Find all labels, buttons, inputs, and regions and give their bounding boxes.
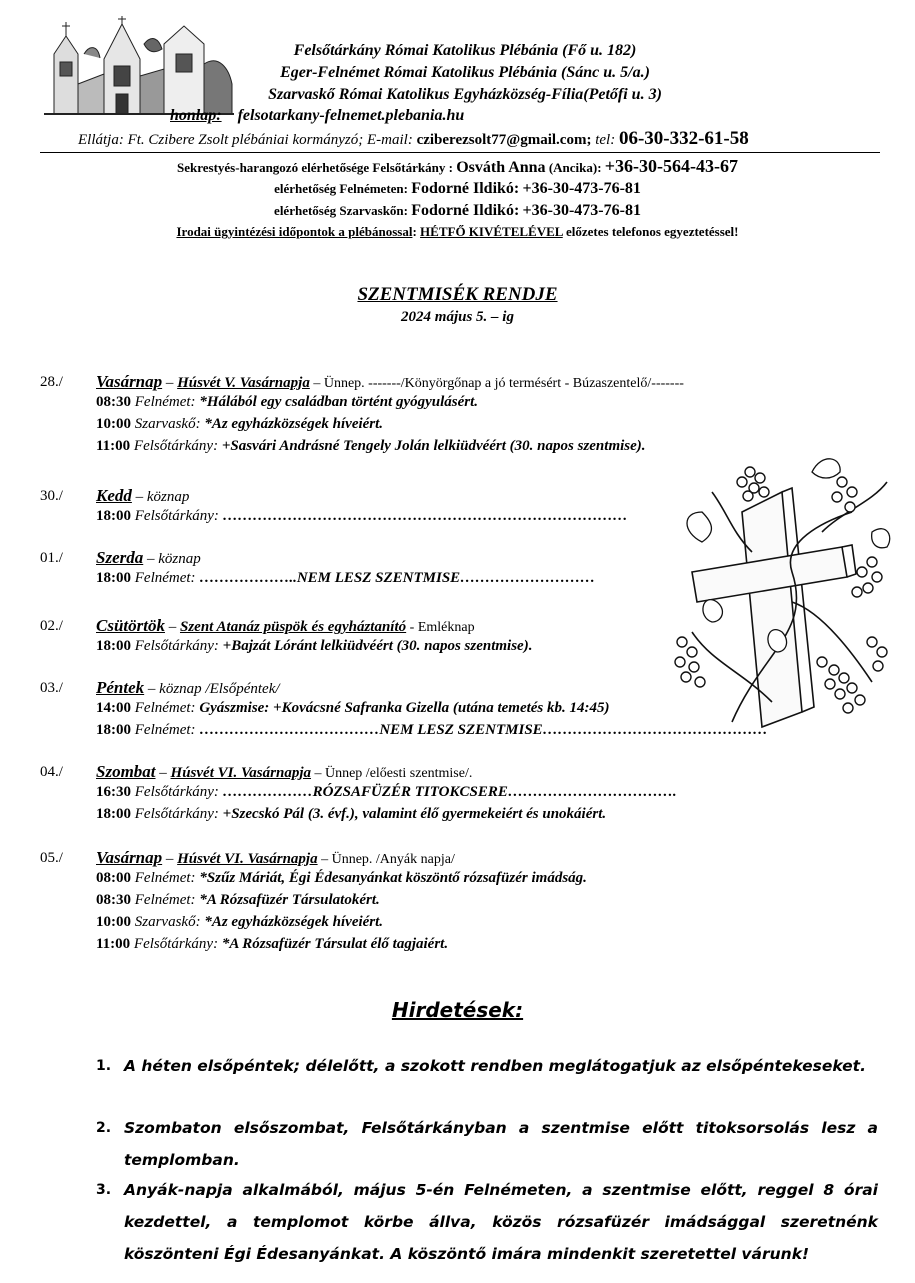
day-heading: [96, 848, 455, 868]
day-name: Kedd: [96, 486, 132, 505]
mass-place: Felnémet:: [131, 570, 196, 586]
announcement-number: 3.: [96, 1182, 112, 1198]
feast-rank: - Emléknap: [406, 620, 475, 635]
mass-intention: *A Rózsafüzér Társulat élő tagjaiért.: [218, 936, 449, 952]
mass-time: 08:30: [96, 892, 131, 908]
day-name: Csütörtök: [96, 616, 165, 635]
tel-label: tel:: [595, 132, 616, 148]
announcement-number: 1.: [96, 1058, 112, 1074]
mass-intention: *Szűz Máriát, Égi Édesanyánkat köszöntő rózsafüzér imádság.: [195, 870, 587, 886]
mass-entry: [96, 892, 380, 909]
mass-entry: [96, 936, 448, 953]
office-hours: [0, 224, 915, 240]
announcement-item: [96, 1050, 878, 1082]
mass-time: 08:30: [96, 394, 131, 410]
parish-line-1: Felsőtárkány Római Katolikus Plébánia (Fő u. 182): [293, 42, 637, 59]
feast-rank: – Ünnep. /Anyák napja/: [317, 852, 455, 867]
announcement-item: [96, 1174, 878, 1270]
mass-place: Felsőtárkány:: [130, 936, 219, 952]
honlap-label: honlap:: [170, 107, 222, 124]
mass-intention: *A Rózsafüzér Társulatokért.: [195, 892, 380, 908]
mass-entry: [96, 416, 383, 433]
day-name: Vasárnap: [96, 848, 163, 867]
day-heading: [96, 486, 189, 506]
mass-intention: *Az egyházközségek híveiért.: [200, 914, 384, 930]
contact-name: Fodorné Ildikó:: [411, 202, 520, 219]
parish-line-3: Szarvaskő Római Katolikus Egyházközség-Fília(Petőfi u. 3): [268, 86, 662, 103]
mass-entry: [96, 914, 383, 931]
mass-entry: [96, 508, 628, 525]
mass-entry: [96, 784, 677, 801]
mass-time: 14:00: [96, 700, 131, 716]
day-name: Péntek: [96, 678, 145, 697]
day-heading: [96, 762, 472, 782]
mass-place: Felsőtárkány:: [131, 784, 219, 800]
announcement-text: Anyák-napja alkalmából, május 5-én Felnémeten, a szentmise előtt, reggel 8 órai kezdettel, a templomot körbe állva, közös rózsafüzér imádsággal szeretnénk köszönteni Égi Édesanyánkat. A köszöntő imára mindenkit szeretettel várunk!: [124, 1181, 878, 1263]
office-label: Irodai ügyintézési időpontok a plébánossal: [176, 224, 413, 239]
day-number: 02./: [40, 618, 63, 634]
mass-place: Felsőtárkány:: [131, 638, 219, 654]
mass-place: Szarvaskő:: [131, 416, 201, 432]
mass-entry: [96, 570, 595, 587]
announcement-item: [96, 1112, 878, 1176]
contact-label: Sekrestyés-harangozó elérhetősége Felsőtárkány :: [176, 160, 453, 175]
mass-intention: +Szecskó Pál (3. évf.), valamint élő gyermekeiért és unokáiért.: [218, 806, 607, 822]
day-separator: –: [164, 619, 180, 635]
announcement-text: Szombaton elsőszombat, Felsőtárkányban a szentmise előtt titoksorsolás lesz a templomban.: [124, 1119, 878, 1169]
mass-place: Felsőtárkány:: [131, 806, 219, 822]
mass-place: Felsőtárkány:: [130, 438, 219, 454]
contact-phone: +36-30-564-43-67: [604, 156, 739, 176]
mass-time: 18:00: [96, 638, 131, 654]
office-sep: :: [412, 224, 421, 239]
mass-time: 18:00: [96, 722, 131, 738]
feast-name: Húsvét VI. Vasárnapja: [177, 851, 318, 867]
mass-entry: [96, 394, 478, 411]
mass-place: Felnémet:: [131, 870, 196, 886]
mass-intention: ………………………………NEM LESZ SZENTMISE………………………………………: [195, 722, 768, 738]
day-number: 03./: [40, 680, 63, 696]
day-heading: [96, 616, 475, 636]
day-separator: –: [162, 375, 178, 391]
mass-time: 18:00: [96, 570, 131, 586]
contact-nick: (Ancika):: [548, 160, 602, 175]
day-number: 05./: [40, 850, 63, 866]
mass-intention: +Sasvári Andrásné Tengely Jolán lelkiüdvéért (30. napos szentmise).: [218, 438, 646, 454]
day-name: Szombat: [96, 762, 156, 781]
honlap-line: [170, 107, 670, 125]
office-exception: HÉTFŐ KIVÉTELÉVEL: [420, 224, 563, 239]
contact-label: elérhetőség Felnémeten:: [274, 181, 408, 196]
mass-entry: [96, 638, 532, 655]
mass-entry: [96, 870, 587, 887]
contact-name: Osváth Anna: [456, 159, 546, 176]
contact-name: Fodorné Ildikó:: [411, 180, 520, 197]
mass-entry: [96, 806, 606, 823]
contact-label: elérhetőség Szarvaskőn:: [274, 203, 408, 218]
day-heading: [96, 372, 684, 392]
tel-number: 06-30-332-61-58: [618, 128, 749, 149]
mass-place: Szarvaskő:: [131, 914, 201, 930]
mass-entry: [96, 722, 768, 739]
day-number: 28./: [40, 374, 63, 390]
contact-phone: +36-30-473-76-81: [522, 180, 641, 197]
mass-time: 18:00: [96, 806, 131, 822]
mass-intention: +Bajzát Lóránt lelkiüdvéért (30. napos szentmise).: [218, 638, 533, 654]
day-name: Vasárnap: [96, 372, 163, 391]
parish-line-2: Eger-Felnémet Római Katolikus Plébánia (Sánc u. 5/a.): [280, 64, 650, 81]
mass-time: 18:00: [96, 508, 131, 524]
day-number: 01./: [40, 550, 63, 566]
day-name: Szerda: [96, 548, 144, 567]
day-separator: – köznap /Elsőpéntek/: [144, 681, 280, 697]
mass-intention: *Az egyházközségek híveiért.: [200, 416, 384, 432]
announcement-number: 2.: [96, 1120, 112, 1136]
mass-time: 11:00: [96, 936, 131, 952]
contact-sacristan: [0, 156, 915, 177]
mass-intention: ………………………………………………………………………: [218, 508, 628, 524]
office-note: előzetes telefonos egyeztetéssel!: [562, 224, 739, 239]
mass-place: Felnémet:: [131, 700, 196, 716]
day-separator: – köznap: [131, 489, 190, 505]
administrator-line: [78, 128, 749, 150]
vine-cross-illustration: [672, 452, 894, 732]
website-link[interactable]: felsotarkany-felnemet.plebania.hu: [237, 107, 465, 124]
day-number: 04./: [40, 764, 63, 780]
feast-rank: – Ünnep /előesti szentmise/.: [310, 766, 473, 781]
feast-name: Szent Atanáz püspök és egyháztanító: [179, 619, 407, 635]
day-separator: –: [162, 851, 178, 867]
page-title: SZENTMISÉK RENDJE: [357, 284, 558, 305]
mass-time: 10:00: [96, 914, 131, 930]
contact-szarvasko: [0, 202, 915, 220]
mass-time: 11:00: [96, 438, 131, 454]
feast-name: Húsvét V. Vasárnapja: [177, 375, 310, 391]
announcements-title: Hirdetések:: [391, 998, 524, 1022]
mass-place: Felsőtárkány:: [131, 508, 219, 524]
mass-intention: ………………RÓZSAFÜZÉR TITOKCSERE…………………………….: [218, 784, 677, 800]
mass-time: 16:30: [96, 784, 131, 800]
mass-intention: Gyászmise: +Kovácsné Safranka Gizella (utána temetés kb. 14:45): [195, 700, 610, 716]
mass-entry: [96, 438, 646, 455]
email-link[interactable]: cziberezsolt77@gmail.com;: [416, 132, 592, 148]
day-number: 30./: [40, 488, 63, 504]
page-subtitle: 2024 május 5. – ig: [401, 309, 514, 325]
mass-time: 10:00: [96, 416, 131, 432]
day-heading: [96, 678, 280, 698]
day-separator: –: [155, 765, 171, 781]
contact-phone: +36-30-473-76-81: [522, 202, 641, 219]
mass-entry: [96, 700, 610, 717]
mass-place: Felnémet:: [131, 722, 196, 738]
feast-name: Húsvét VI. Vasárnapja: [170, 765, 311, 781]
header-divider: [40, 152, 880, 153]
mass-place: Felnémet:: [131, 892, 196, 908]
day-separator: – köznap: [143, 551, 201, 567]
mass-intention: *Hálából egy családban történt gyógyulásért.: [195, 394, 479, 410]
feast-rank: – Ünnep. -------/Könyörgőnap a jó termésért - Búzaszentelő/-------: [309, 376, 684, 391]
administrator-text: Ellátja: Ft. Czibere Zsolt plébániai kormányzó; E-mail:: [78, 132, 413, 148]
contact-felnemet: [0, 180, 915, 198]
announcement-text: A héten elsőpéntek; délelőtt, a szokott rendben meglátogatjuk az elsőpéntekeseket.: [124, 1057, 866, 1075]
mass-time: 08:00: [96, 870, 131, 886]
mass-intention: ………………..NEM LESZ SZENTMISE………………………: [195, 570, 596, 586]
day-heading: [96, 548, 201, 568]
mass-place: Felnémet:: [131, 394, 196, 410]
